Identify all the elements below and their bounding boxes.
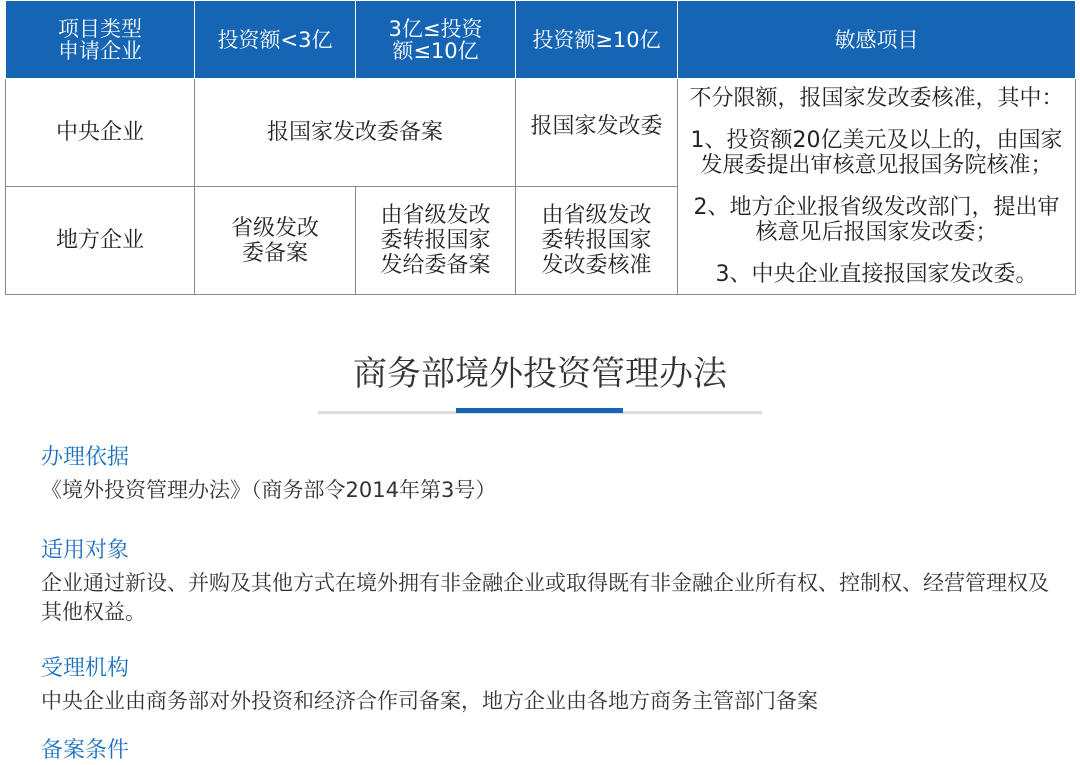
local-under3-cell [195, 187, 356, 295]
section-title-conditions: 备案条件 [41, 738, 130, 763]
header-cell-over10 [516, 1, 678, 79]
local-between-cell [356, 187, 516, 295]
section-body-authority: 中央企业由商务部对外投资和经济合作司备案，地方企业由各地方商务主管部门备案 [41, 689, 818, 713]
sensitive-line-2: 2、地方企业报省级发改部门，提出审核意见后报国家发改委； [693, 195, 1060, 245]
section-title-scope: 适用对象 [41, 538, 130, 563]
header-type-text: 项目类型 申请企业 [58, 16, 142, 63]
header-row [6, 1, 1076, 79]
local-under3-text: 省级发改 委备案 [230, 215, 319, 266]
section-body-scope: 企业通过新设、并购及其他方式在境外拥有非金融企业或取得既有非金融企业所有权、控制权、经营管理权及其他权益。 [41, 571, 1049, 624]
heading-divider-accent [456, 408, 623, 413]
header-cell-type [6, 1, 195, 79]
sensitive-cell [678, 79, 1076, 295]
section-title-authority: 受理机构 [41, 656, 130, 681]
header-over10-text: 投资额≥10亿 [532, 27, 661, 52]
local-label-cell [6, 187, 195, 295]
header-cell-under3 [195, 1, 356, 79]
central-over10-cell [516, 79, 678, 187]
central-merged-cell [195, 79, 516, 187]
sensitive-line-3: 3、中央企业直接报国家发改委。 [715, 262, 1038, 287]
section-heading: 商务部境外投资管理办法 [353, 354, 727, 394]
header-under3-text: 投资额<3亿 [217, 27, 333, 52]
header-cell-between [356, 1, 516, 79]
table-row-central [6, 79, 1076, 187]
section-conditions [41, 737, 1061, 765]
section-scope [41, 537, 1061, 627]
local-over10-cell [516, 187, 678, 295]
local-over10-text: 由省级发改 委转报国家 发改委核准 [541, 203, 652, 278]
section-basis [41, 444, 1061, 505]
sensitive-line-0: 不分限额，报国家发改委核准，其中： [689, 86, 1064, 111]
central-label: 中央企业 [55, 120, 144, 145]
header-cell-sensitive [678, 1, 1076, 79]
section-body-basis: 《境外投资管理办法》（商务部令2014年第3号） [41, 478, 497, 502]
local-between-text: 由省级发改 委转报国家 发给委备案 [380, 203, 491, 278]
sensitive-line-1: 1、投资额20亿美元及以上的，由国家发展委提出审核意见报国务院核准； [690, 128, 1063, 178]
header-between-text: 3亿≤投资 额≤10亿 [388, 16, 483, 63]
section-authority [41, 655, 1061, 716]
central-over10-text: 报国家发改委 [530, 114, 663, 139]
central-label-cell [6, 79, 195, 187]
central-merged-text: 报国家发改委备案 [266, 120, 443, 145]
local-label: 地方企业 [55, 228, 144, 253]
section-title-basis: 办理依据 [41, 445, 130, 470]
approval-matrix-table [5, 0, 1076, 295]
header-sensitive-text: 敏感项目 [834, 27, 919, 52]
